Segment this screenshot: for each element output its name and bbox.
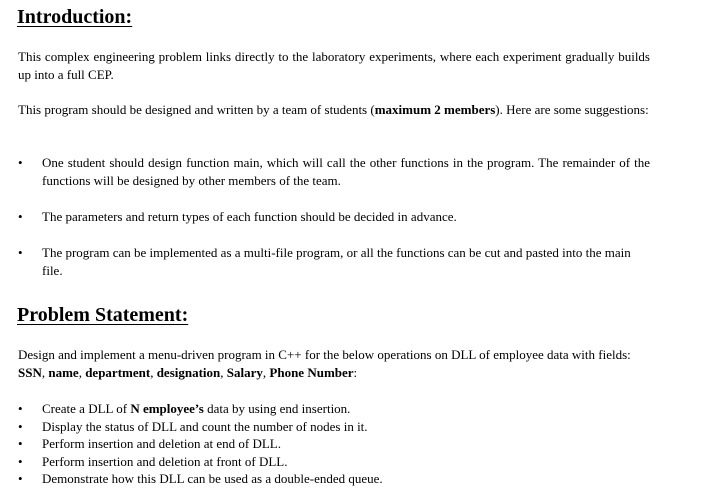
operation-text-part: data by using end insertion. (203, 401, 351, 416)
suggestion-text: The parameters and return types of each function should be decided in advance. (42, 209, 457, 224)
bullet-icon: • (18, 471, 23, 486)
field-separator: , (220, 364, 227, 380)
operation-text: Perform insertion and deletion at end of DLL. (42, 436, 281, 451)
operation-text-part: Create a DLL of (42, 401, 131, 416)
problem-paragraph-text: Design and implement a menu-driven program in C++ for the below operations on DLL of employee data with fields: (18, 347, 631, 362)
field-separator: , (262, 364, 270, 380)
field-designation: designation (156, 364, 221, 380)
problem-statement-heading: Problem Statement: (17, 304, 189, 326)
bullet-icon: • (18, 418, 23, 434)
field-name: name (48, 364, 79, 380)
field-department: department (85, 364, 151, 380)
bullet-icon: • (18, 436, 23, 451)
field-separator: , (78, 364, 86, 380)
bullet-icon: • (18, 209, 23, 224)
field-ssn: SSN (18, 364, 42, 380)
operation-text: Demonstrate how this DLL can be used as a double-ended queue. (42, 471, 383, 486)
problem-paragraph (18, 346, 650, 381)
problem-paragraph-text-end: : (353, 364, 358, 380)
operation-emphasis: N employee’s (130, 401, 204, 416)
bullet-icon: • (18, 453, 23, 469)
field-salary: Salary (226, 364, 263, 380)
bullet-icon: • (18, 245, 23, 260)
bullet-icon: • (18, 401, 23, 416)
field-separator: , (41, 364, 49, 380)
introduction-heading: Introduction: (17, 6, 133, 28)
operation-text (42, 400, 650, 418)
operation-text: Perform insertion and deletion at front of DLL. (42, 453, 288, 469)
bullet-icon: • (18, 155, 23, 170)
intro-paragraph: This complex engineering problem links directly to the laboratory experiments, where each experiment gradually builds up into a full CEP. (18, 49, 650, 82)
team-size-emphasis: maximum 2 members (374, 102, 496, 117)
operation-text: Display the status of DLL and count the number of nodes in it. (42, 418, 368, 434)
suggestion-text: The program can be implemented as a multi-file program, or all the functions can be cut and pasted into the main file. (42, 245, 631, 278)
field-separator: , (150, 364, 157, 380)
team-paragraph (18, 101, 650, 119)
team-paragraph-text: This program should be designed and written by a team of students ( (18, 102, 375, 117)
suggestion-text: One student should design function main, which will call the other functions in the program. The remainder of the functions will be designed by other members of the team. (42, 155, 650, 188)
field-phone-number: Phone Number (269, 364, 354, 380)
team-paragraph-text-end: ). Here are some suggestions: (495, 102, 649, 117)
